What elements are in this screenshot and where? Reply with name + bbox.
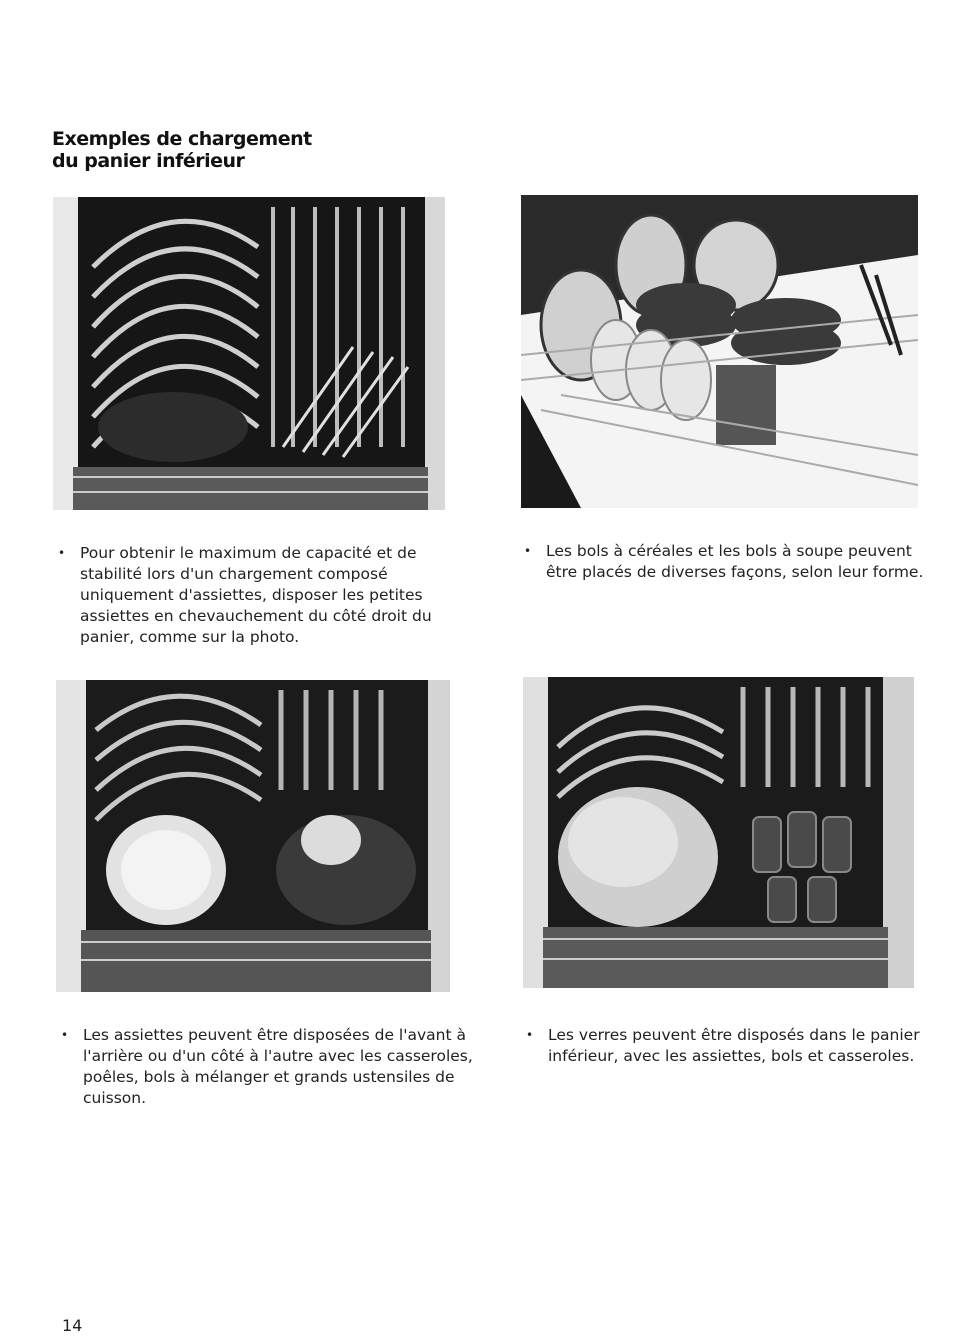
caption-bowls [518, 541, 946, 583]
caption-pots [55, 1025, 475, 1109]
heading-line-1: Exemples de chargement [52, 128, 312, 150]
photo-glasses-loading [523, 677, 914, 988]
caption-glasses [520, 1025, 920, 1067]
bullet-marker: • [524, 544, 532, 558]
caption-text: Les bols à céréales et les bols à soupe peuvent être placés de diverses façons, selon leur forme. [546, 542, 924, 581]
photo-pots-loading [56, 680, 450, 992]
caption-text: Les verres peuvent être disposés dans le panier inférieur, avec les assiettes, bols et casseroles. [548, 1026, 920, 1065]
heading-line-2: du panier inférieur [52, 150, 245, 172]
bullet-marker: • [526, 1028, 534, 1042]
bullet-marker: • [58, 546, 66, 560]
caption-plates [52, 543, 472, 648]
bullet-marker: • [61, 1028, 69, 1042]
page-number: 14 [62, 1316, 83, 1335]
caption-text: Les assiettes peuvent être disposées de l'avant à l'arrière ou d'un côté à l'autre avec les casseroles, poêles, bols à mélanger et grands ustensiles de cuisson. [83, 1026, 473, 1107]
photo-plates-loading [53, 197, 445, 510]
photo-bowls-loading [521, 195, 918, 508]
section-heading [52, 128, 312, 172]
caption-text: Pour obtenir le maximum de capacité et de stabilité lors d'un chargement composé uniquement d'assiettes, disposer les petites assiettes en chevauchement du côté droit du panier, comme sur la photo. [80, 544, 432, 646]
